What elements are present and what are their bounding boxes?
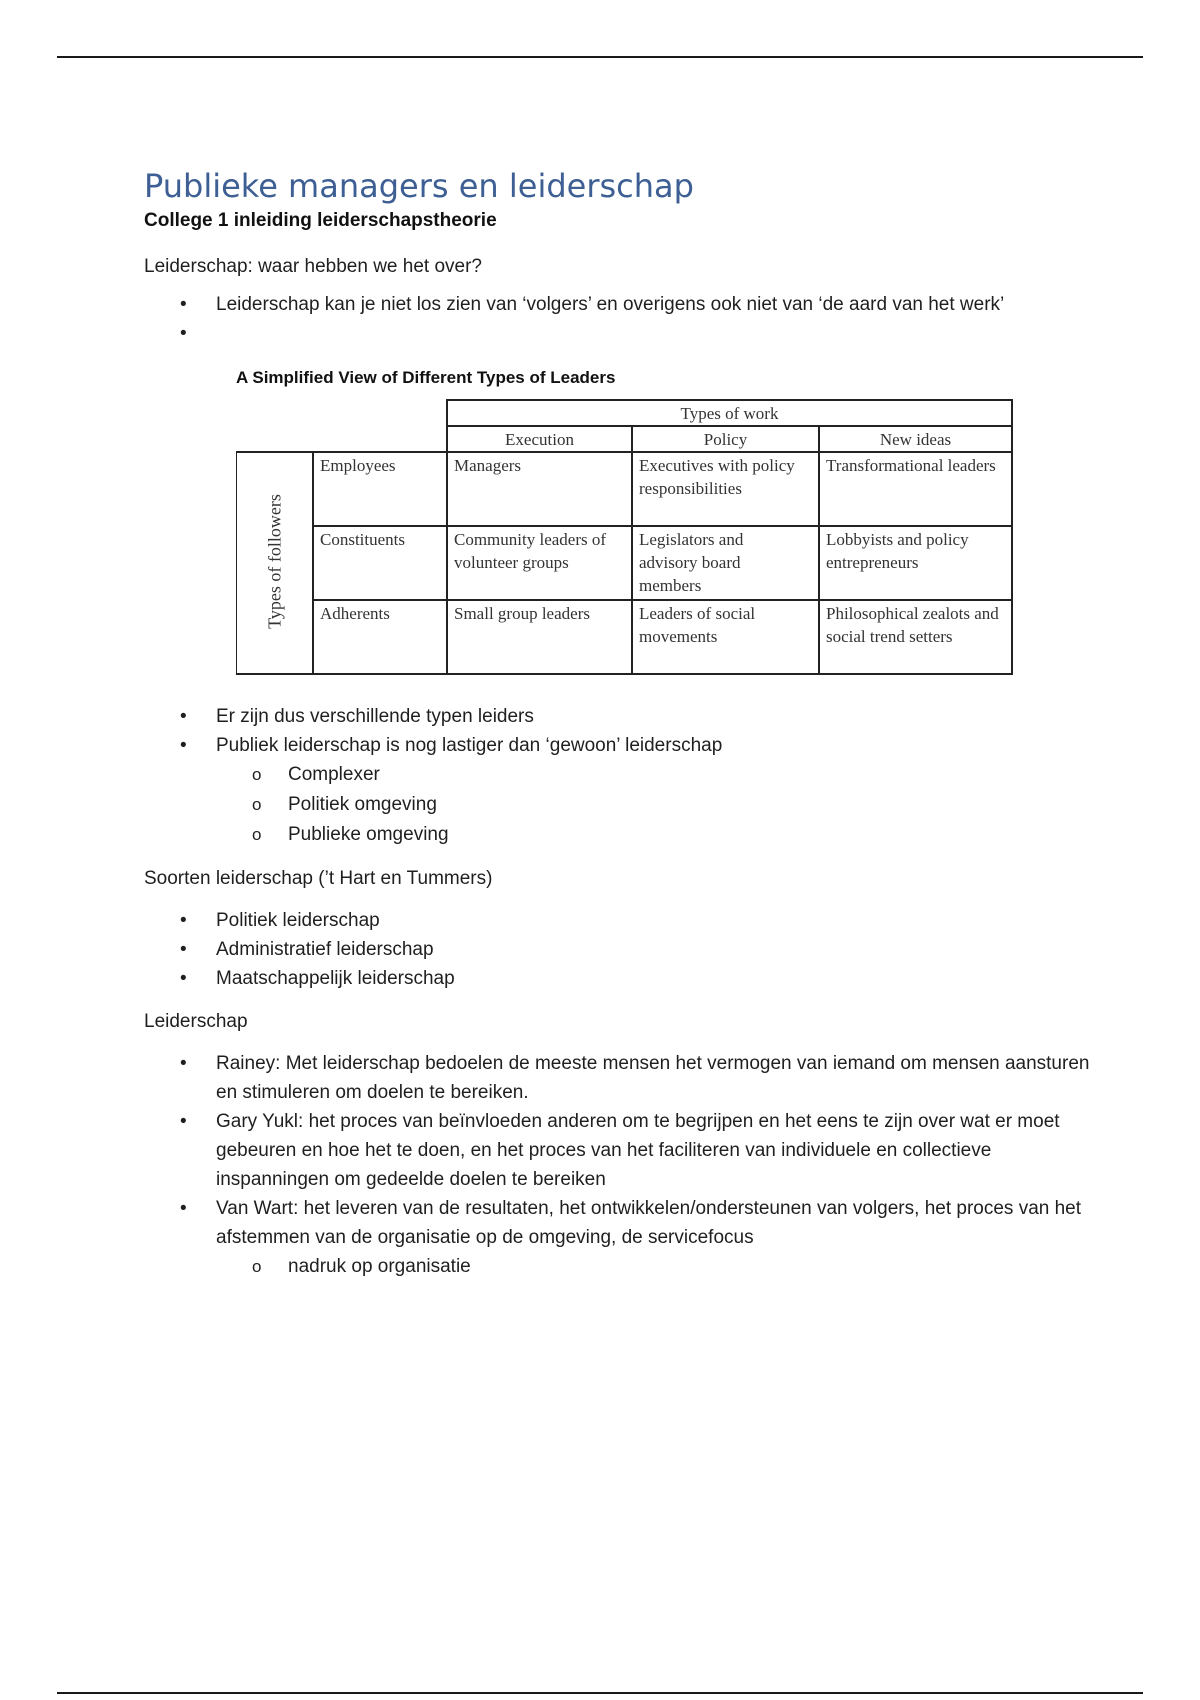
table-cell: Managers — [454, 456, 522, 475]
table-cell: Executives with policy responsibilities — [639, 456, 795, 498]
bullet-icon: • — [180, 939, 187, 960]
bullet-list — [144, 1049, 1094, 1282]
row-header-constituents: Constituents — [320, 530, 406, 549]
table-cell: Community leaders of volunteer groups — [454, 530, 607, 572]
list-item: • Politiek leiderschap — [144, 906, 1094, 935]
list-item: • Van Wart: het leveren van de resultaten, het ontwikkelen/ondersteunen van volgers, het proces van het afstemmen van de organisatie op de omgeving, de servicefocus o nadruk op organisatie — [144, 1194, 1094, 1282]
list-item: • Maatschappelijk leiderschap — [144, 964, 1094, 993]
sub-list-item: o Complexer — [216, 760, 1094, 790]
list-item: • Gary Yukl: het proces van beïnvloeden anderen om te begrijpen en het eens te zijn over wat er moet gebeuren en hoe het te doen, en het proces van het faciliteren van individuele en collectieve inspanningen om gedeelde doelen te bereiken — [144, 1107, 1094, 1194]
circle-bullet-icon: o — [252, 795, 262, 814]
table-cell: Philosophical zealots and social trend setters — [826, 604, 999, 646]
leader-types-figure — [236, 368, 1016, 686]
table-cell: Transformational leaders — [826, 456, 996, 475]
row-header-employees: Employees — [320, 456, 396, 475]
figure-caption: A Simplified View of Different Types of Leaders — [236, 368, 616, 387]
table-cell: Lobbyists and policy entrepreneurs — [826, 530, 969, 572]
lecture-subtitle: College 1 inleiding leiderschapstheorie — [144, 210, 497, 231]
table-cell: Leaders of social movements — [639, 604, 756, 646]
list-item: • Leiderschap kan je niet los zien van ‘volgers’ en overigens ook niet van ‘de aard van het werk’ — [144, 290, 1094, 319]
list-item: • Er zijn dus verschillende typen leiders — [144, 702, 1094, 731]
bullet-list — [144, 290, 1094, 348]
footer-rule — [57, 1692, 1143, 1694]
types-of-work-label: Types of work — [680, 404, 779, 423]
list-item: • Rainey: Met leiderschap bedoelen de meeste mensen het vermogen van iemand om mensen aansturen en stimuleren om doelen te bereiken. — [144, 1049, 1094, 1107]
list-item: • Administratief leiderschap — [144, 935, 1094, 964]
bullet-icon: • — [180, 910, 187, 931]
list-item — [144, 319, 1094, 348]
table-cell: Small group leaders — [454, 604, 590, 623]
bullet-list — [144, 906, 1094, 993]
sub-bullet-list — [216, 760, 1094, 850]
column-header-policy: Policy — [703, 430, 748, 449]
header-rule — [57, 56, 1143, 58]
bullet-icon: • — [180, 323, 187, 344]
bullet-icon: • — [180, 1053, 187, 1074]
page-title: Publieke managers en leiderschap — [144, 167, 694, 205]
types-of-followers-label: Types of followers — [264, 494, 285, 629]
bullet-icon: • — [180, 706, 187, 727]
sub-list-item: o Publieke omgeving — [216, 820, 1094, 850]
sub-bullet-list — [216, 1252, 1094, 1282]
bullet-icon: • — [180, 735, 187, 756]
section-heading-leiderschap-waar: Leiderschap: waar hebben we het over? — [144, 256, 483, 277]
column-header-execution: Execution — [505, 430, 574, 449]
list-item: • Publiek leiderschap is nog lastiger dan ‘gewoon’ leiderschap o Complexer o Politiek omgeving o Publieke omgeving — [144, 731, 1094, 850]
bullet-icon: • — [180, 294, 187, 315]
column-header-new-ideas: New ideas — [879, 430, 952, 449]
sub-list-item: o Politiek omgeving — [216, 790, 1094, 820]
document-body — [144, 166, 1094, 1282]
circle-bullet-icon: o — [252, 765, 262, 784]
section-heading-leiderschap: Leiderschap — [144, 1011, 248, 1032]
table-cell: Legislators and advisory board members — [639, 530, 744, 595]
row-header-adherents: Adherents — [320, 604, 390, 623]
circle-bullet-icon: o — [252, 825, 262, 844]
bullet-icon: • — [180, 1111, 187, 1132]
sub-list-item: o nadruk op organisatie — [216, 1252, 1094, 1282]
bullet-list — [144, 702, 1094, 850]
circle-bullet-icon: o — [252, 1257, 262, 1276]
bullet-icon: • — [180, 1198, 187, 1219]
bullet-icon: • — [180, 968, 187, 989]
section-heading-soorten: Soorten leiderschap (’t Hart en Tummers) — [144, 868, 493, 889]
